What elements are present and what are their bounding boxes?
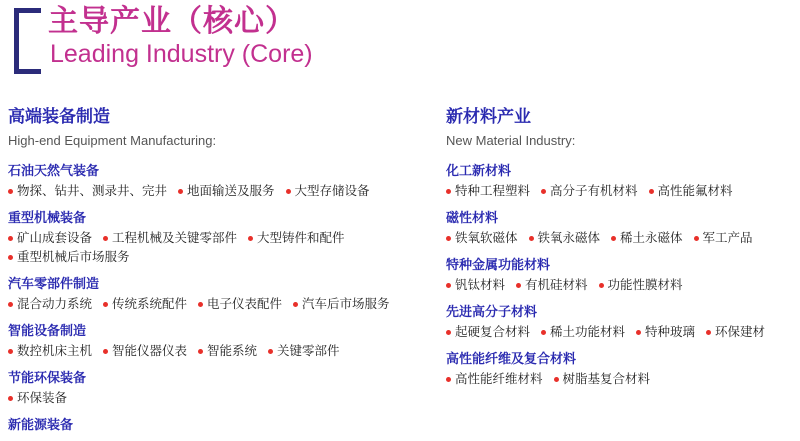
list-item xyxy=(198,295,282,314)
industry-group-label: 汽车零部件制造 xyxy=(8,276,100,291)
list-item-label: 重型机械后市场服务 xyxy=(17,250,130,264)
industry-group-label: 磁性材料 xyxy=(446,210,499,225)
list-item xyxy=(8,342,92,361)
industry-group xyxy=(8,208,438,267)
industry-group xyxy=(446,302,796,342)
bullet-dot-icon xyxy=(541,189,546,194)
list-item xyxy=(293,295,390,314)
industry-item-list xyxy=(8,182,438,201)
group-list xyxy=(8,161,438,434)
bullet-dot-icon xyxy=(446,330,451,335)
column-title-en: High-end Equipment Manufacturing: xyxy=(8,133,217,148)
list-item-label: 电子仪表配件 xyxy=(207,297,283,311)
industry-group-label: 节能环保装备 xyxy=(8,370,87,385)
industry-item-list xyxy=(8,295,438,314)
list-item xyxy=(446,182,530,201)
industry-group xyxy=(8,321,438,361)
list-item-label: 汽车后市场服务 xyxy=(302,297,390,311)
industry-group-label: 特种金属功能材料 xyxy=(446,257,551,272)
list-item-label: 传统系统配件 xyxy=(112,297,188,311)
bullet-dot-icon xyxy=(248,236,253,241)
bullet-dot-icon xyxy=(286,189,291,194)
bullet-dot-icon xyxy=(529,236,534,241)
industry-item-list xyxy=(446,276,796,295)
bullet-dot-icon xyxy=(649,189,654,194)
bullet-dot-icon xyxy=(198,302,203,307)
industry-group xyxy=(8,274,438,314)
list-item-label: 铁氧永磁体 xyxy=(537,231,601,245)
list-item-label: 稀土永磁体 xyxy=(620,231,683,245)
column-new-materials xyxy=(446,105,796,396)
list-item-label: 有机硅材料 xyxy=(525,278,588,292)
list-item-label: 数控机床主机 xyxy=(17,344,93,358)
bullet-dot-icon xyxy=(8,189,13,194)
list-item xyxy=(268,342,340,361)
bullet-dot-icon xyxy=(446,283,451,288)
industry-group xyxy=(8,161,438,201)
column-high-end-equipment xyxy=(8,105,438,441)
column-title-cn: 新材料产业 xyxy=(446,107,531,126)
industry-group xyxy=(446,208,796,248)
list-item-label: 智能系统 xyxy=(207,344,258,358)
list-item-label: 混合动力系统 xyxy=(17,297,93,311)
bullet-dot-icon xyxy=(694,236,699,241)
list-item xyxy=(286,182,370,201)
list-item-label: 地面输送及服务 xyxy=(187,184,275,198)
bullet-dot-icon xyxy=(446,377,451,382)
industry-group-label: 石油天然气装备 xyxy=(8,163,100,178)
list-item-label: 特种玻璃 xyxy=(645,325,696,339)
list-item xyxy=(636,323,695,342)
list-item xyxy=(649,182,733,201)
bullet-dot-icon xyxy=(8,349,13,354)
list-item xyxy=(541,323,625,342)
list-item-label: 军工产品 xyxy=(702,231,753,245)
bullet-dot-icon xyxy=(611,236,616,241)
industry-group-label: 先进高分子材料 xyxy=(446,304,538,319)
list-item xyxy=(8,295,92,314)
industry-group-label: 新能源装备 xyxy=(8,417,74,432)
industry-item-list xyxy=(8,229,438,267)
bullet-dot-icon xyxy=(8,302,13,307)
bullet-dot-icon xyxy=(516,283,521,288)
column-title-cn: 高端装备制造 xyxy=(8,107,110,126)
bullet-dot-icon xyxy=(446,236,451,241)
bullet-dot-icon xyxy=(268,349,273,354)
list-item xyxy=(8,389,67,408)
bullet-dot-icon xyxy=(103,236,108,241)
list-item xyxy=(8,229,92,248)
bullet-dot-icon xyxy=(8,396,13,401)
industry-group-label: 化工新材料 xyxy=(446,163,512,178)
industry-group xyxy=(446,349,796,389)
industry-group xyxy=(8,368,438,408)
list-item-label: 大型铸件和配件 xyxy=(257,231,345,245)
list-item-label: 功能性膜材料 xyxy=(607,278,683,292)
industry-group-label: 重型机械装备 xyxy=(8,210,87,225)
list-item xyxy=(541,182,638,201)
list-item-label: 高分子有机材料 xyxy=(550,184,638,198)
bullet-dot-icon xyxy=(8,255,13,260)
list-item xyxy=(599,276,683,295)
bullet-dot-icon xyxy=(178,189,183,194)
bullet-dot-icon xyxy=(103,349,108,354)
list-item xyxy=(103,229,237,248)
industry-item-list xyxy=(8,389,438,408)
list-item-label: 智能仪器仪表 xyxy=(112,344,188,358)
group-list xyxy=(446,161,796,389)
list-item-label: 稀土功能材料 xyxy=(550,325,626,339)
bullet-dot-icon xyxy=(541,330,546,335)
bullet-dot-icon xyxy=(554,377,559,382)
list-item xyxy=(516,276,588,295)
list-item-label: 高性能纤维材料 xyxy=(455,372,543,386)
list-item xyxy=(198,342,257,361)
bullet-dot-icon xyxy=(446,189,451,194)
list-item xyxy=(103,295,187,314)
list-item-label: 工程机械及关键零部件 xyxy=(112,231,238,245)
industry-item-list xyxy=(446,182,796,201)
list-item-label: 矿山成套设备 xyxy=(17,231,93,245)
industry-item-list xyxy=(446,370,796,389)
list-item xyxy=(103,342,187,361)
list-item xyxy=(446,323,530,342)
industry-group-label: 智能设备制造 xyxy=(8,323,87,338)
industry-group xyxy=(8,415,438,434)
page-title-en: Leading Industry (Core) xyxy=(50,40,313,68)
list-item xyxy=(611,229,683,248)
bullet-dot-icon xyxy=(706,330,711,335)
industry-group xyxy=(446,161,796,201)
bracket-decoration-icon xyxy=(14,8,41,74)
bullet-dot-icon xyxy=(103,302,108,307)
bullet-dot-icon xyxy=(8,236,13,241)
industry-item-list xyxy=(446,323,796,342)
list-item-label: 钒钛材料 xyxy=(455,278,506,292)
list-item xyxy=(694,229,753,248)
bullet-dot-icon xyxy=(599,283,604,288)
bullet-dot-icon xyxy=(198,349,203,354)
list-item xyxy=(8,248,130,267)
list-item-label: 物探、钻井、测录井、完井 xyxy=(17,184,168,198)
column-title-en: New Material Industry: xyxy=(446,133,576,148)
list-item-label: 大型存储设备 xyxy=(294,184,370,198)
list-item-label: 环保装备 xyxy=(17,391,68,405)
page-header xyxy=(0,0,800,78)
list-item xyxy=(529,229,601,248)
list-item-label: 树脂基复合材料 xyxy=(562,372,651,386)
list-item-label: 铁氧软磁体 xyxy=(455,231,518,245)
industry-item-list xyxy=(8,342,438,361)
list-item xyxy=(8,182,167,201)
list-item xyxy=(706,323,765,342)
list-item-label: 关键零部件 xyxy=(277,344,340,358)
list-item-label: 高性能氟材料 xyxy=(657,184,733,198)
list-item-label: 环保建材 xyxy=(715,325,766,339)
list-item xyxy=(554,370,651,389)
industry-group xyxy=(446,255,796,295)
industry-group-label: 高性能纤维及复合材料 xyxy=(446,351,577,366)
industry-item-list xyxy=(446,229,796,248)
list-item xyxy=(446,276,505,295)
page-title-cn: 主导产业（核心） xyxy=(48,5,296,38)
list-item-label: 特种工程塑料 xyxy=(455,184,531,198)
list-item-label: 起硬复合材料 xyxy=(455,325,531,339)
bullet-dot-icon xyxy=(293,302,298,307)
list-item xyxy=(446,229,518,248)
bullet-dot-icon xyxy=(636,330,641,335)
list-item xyxy=(446,370,543,389)
list-item xyxy=(248,229,345,248)
list-item xyxy=(178,182,275,201)
